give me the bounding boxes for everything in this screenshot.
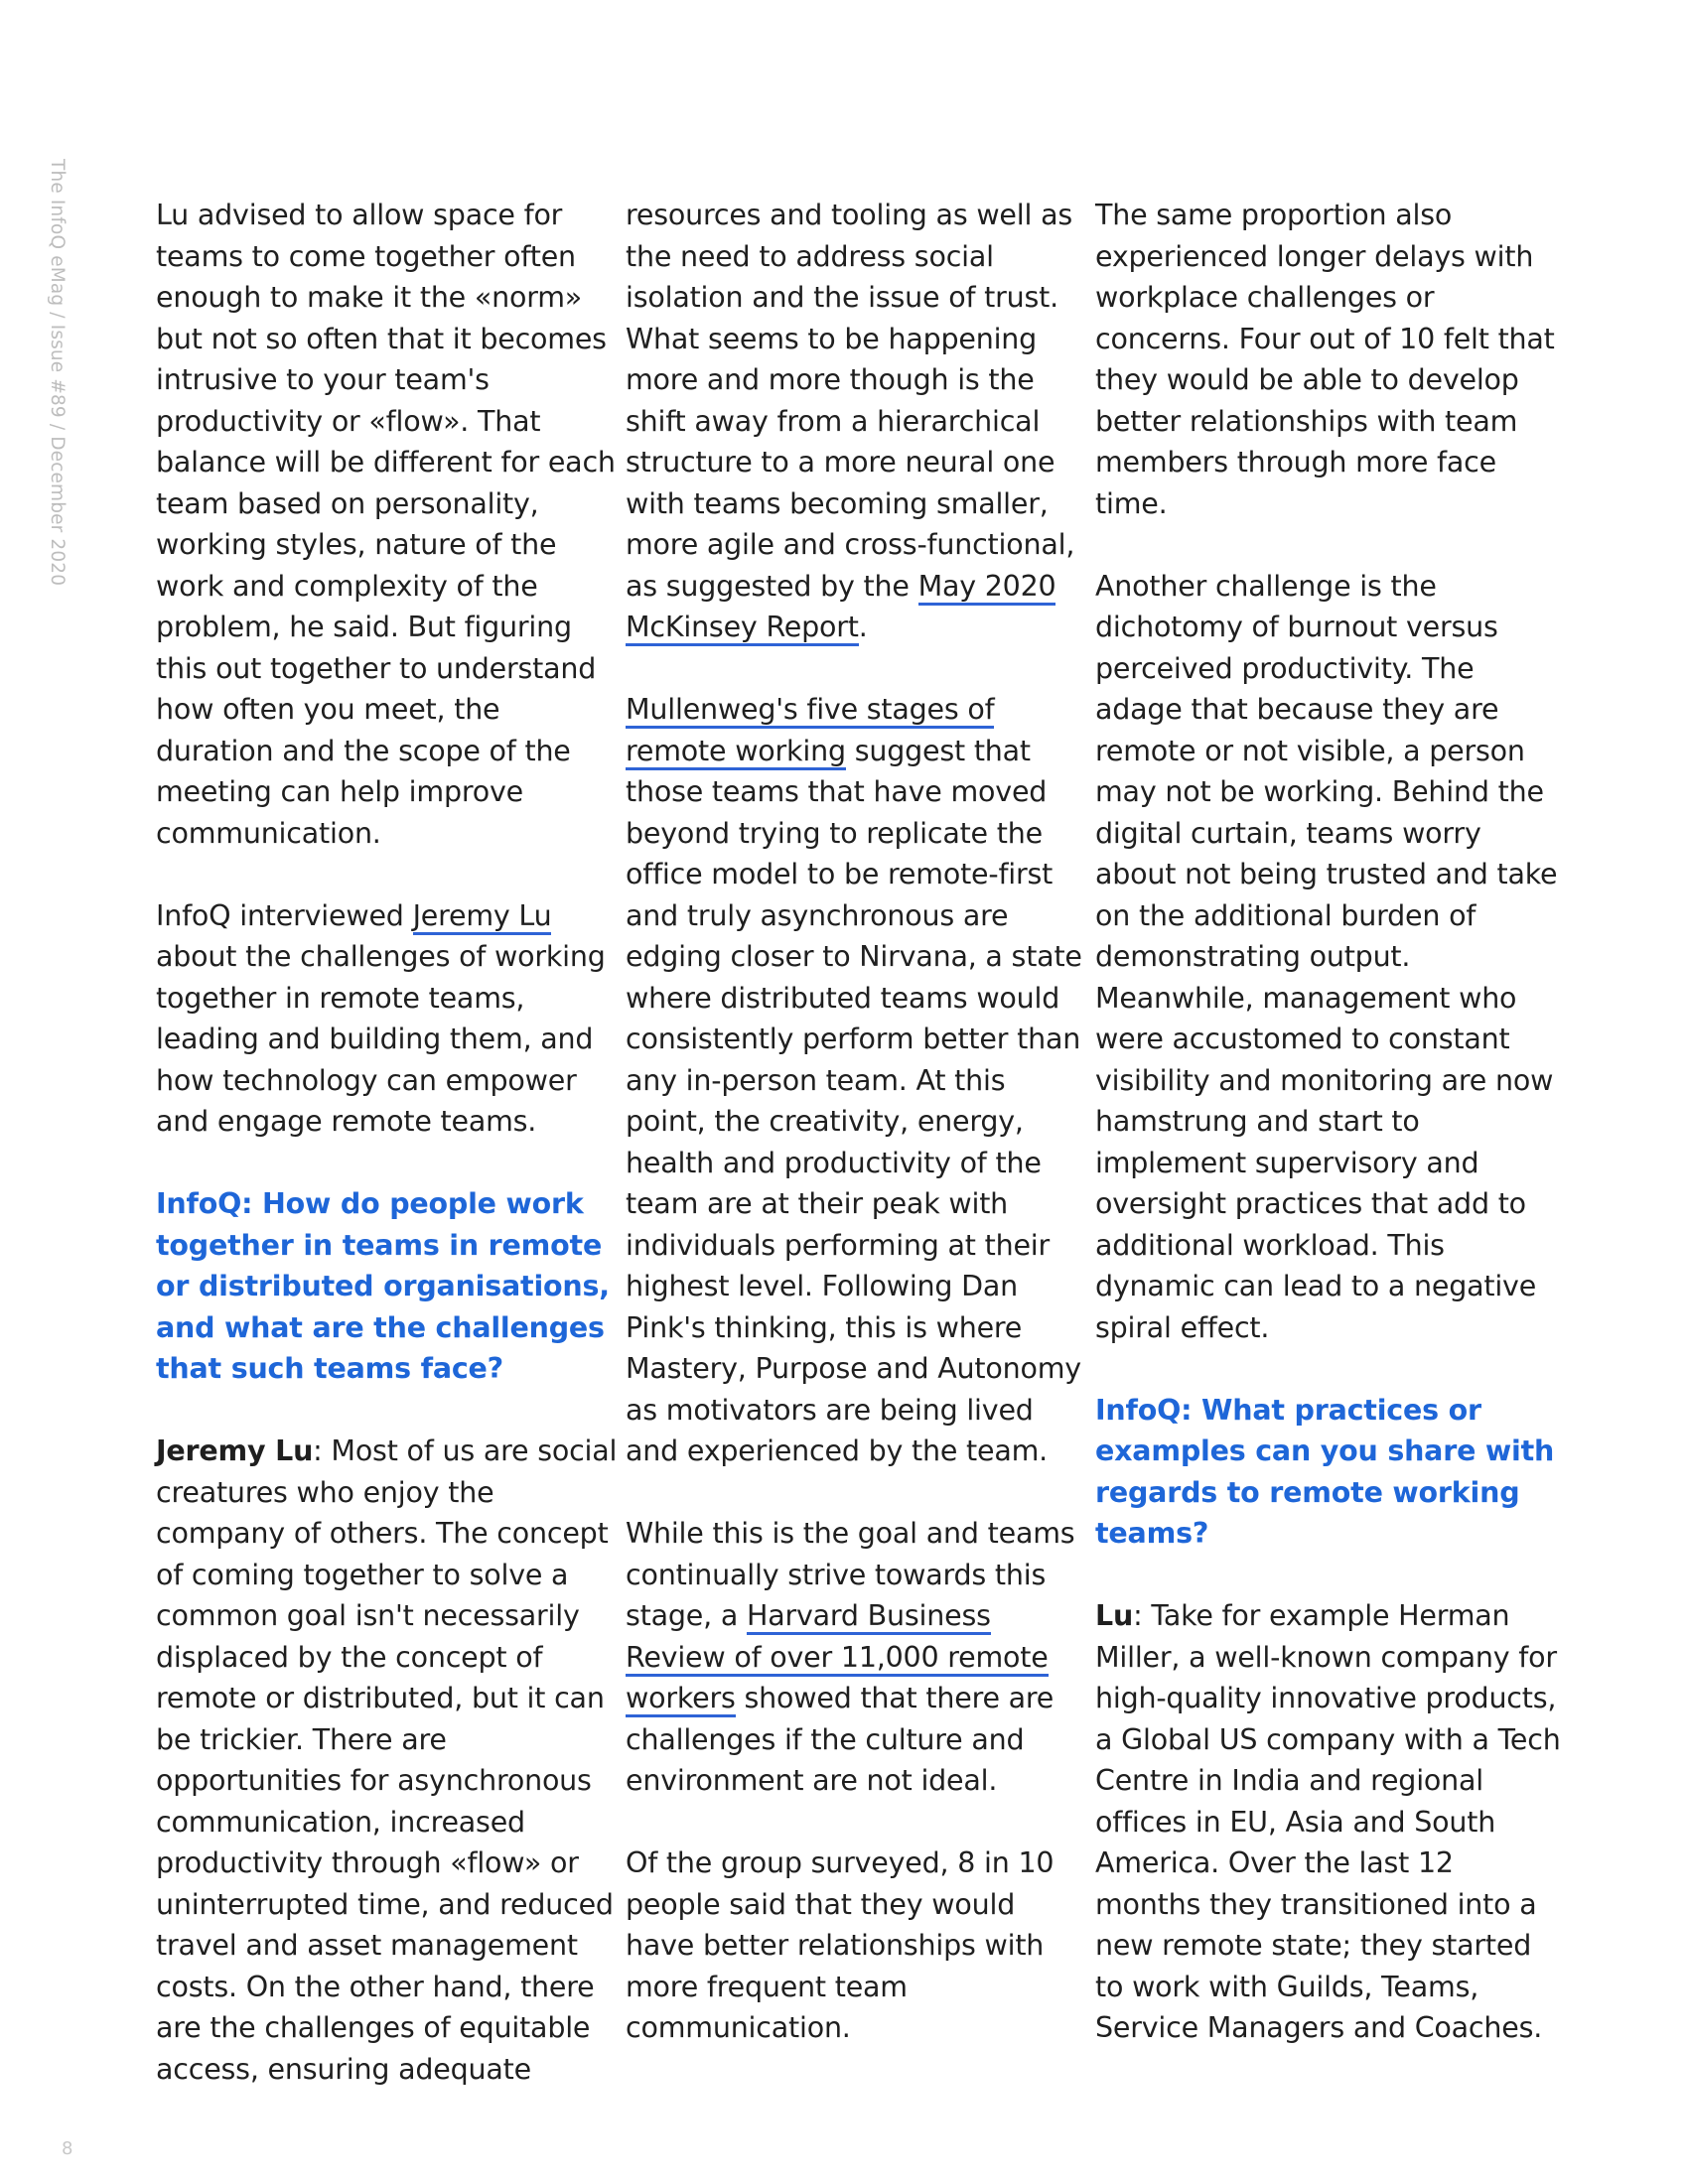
text-segment: about the challenges of working together in remote teams, leading and building them, and how technology can empower and engage remote teams. [156, 940, 606, 1138]
text-segment: showed that there are challenges if the culture and environment are not ideal. [626, 1682, 1055, 1797]
answer-paragraph-2 [1095, 1595, 1562, 2049]
question-heading-2: InfoQ: What practices or examples can you share with regards to remote working teams? [1095, 1393, 1555, 1550]
text-segment: resources and tooling as well as the need to address social isolation and the issue of trust. What seems to be happening more and more though is the shift away from a hierarchical structure to a more neural one with teams becoming smaller, more agile and cross-functional, as suggested by the [626, 199, 1075, 603]
page-number: 8 [62, 2138, 73, 2159]
paragraph-intro: Lu advised to allow space for teams to come together often enough to make it the «norm» but not so often that it becomes intrusive to your team's productivity or «flow». That balance will be different for each team based on personality, working styles, nature of the work and complexity of the problem, he said. But figuring this out together to understand how often you meet, the duration and the scope of the meeting can help improve communication. [156, 199, 616, 850]
question-heading-1: InfoQ: How do people work together in teams in remote or distributed organisations, and what are the challenges that such teams face? [156, 1187, 610, 1385]
jeremy-lu-link[interactable]: Jeremy Lu [413, 899, 552, 935]
text-segment: . [858, 611, 868, 643]
paragraph-burnout: Another challenge is the dichotomy of burnout versus perceived productivity. The adage that because they are remote or not visible, a person may not be working. Behind the digital curtain, teams worry about not being trusted and take on the additional burden of demonstrating output. Meanwhile, management who were accustomed to constant visibility and monitoring are now hamstrung and start to implement supervisory and oversight practices that add to additional workload. This dynamic can lead to a negative spiral effect. [1095, 569, 1558, 1344]
article-column-3 [1095, 195, 1562, 2049]
paragraph-proportion: The same proportion also experienced longer delays with workplace challenges or concerns. Four out of 10 felt that they would be able to develop better relationships with team members through more face time. [1095, 199, 1555, 520]
paragraph-resources [626, 195, 1082, 648]
article-column-2 [626, 195, 1082, 2049]
paragraph-survey: Of the group surveyed, 8 in 10 people said that they would have better relationships with more frequent team communication. [626, 1846, 1055, 2044]
paragraph-mullenweg [626, 689, 1082, 1472]
text-segment: While this is the goal and teams continually strive towards this stage, a [626, 1517, 1075, 1632]
text-segment: suggest that those teams that have moved beyond trying to replicate the office model to be remote-first and truly asynchronous are edging closer to Nirvana, a state where distributed teams would consistently perform better than any in-person team. At this point, the creativity, energy, health and productivity of the team are at their peak with individuals performing at their highest level. Following Dan Pink's thinking, this is where Mastery, Purpose and Autonomy as motivators are being lived and experienced by the team. [626, 734, 1082, 1467]
hbr-survey-link[interactable]: Harvard Business Review of over 11,000 remote workers [626, 1599, 1049, 1717]
speaker-name: Jeremy Lu [156, 1434, 314, 1467]
publication-line: The InfoQ eMag / Issue #89 / December 2020 [47, 159, 68, 587]
paragraph-hbr [626, 1513, 1082, 1802]
article-column-1 [156, 195, 623, 2090]
mullenweg-stages-link[interactable]: Mullenweg's five stages of remote working [626, 693, 994, 770]
answer-text: : Take for example Herman Miller, a well-known company for high-quality innovative products, a Global US company with a Tech Centre in India and regional offices in EU, Asia and South America. Over the last 12 months they transitioned into a new remote state; they started to work with Guilds, Teams, Service Managers and Coaches. [1095, 1599, 1561, 2044]
answer-text: : Most of us are social creatures who enjoy the company of others. The concept of coming together to solve a common goal isn't necessarily displaced by the concept of remote or distributed, but it can be trickier. There are opportunities for asynchronous communication, increased productivity through «flow» or uninterrupted time, and reduced travel and asset management costs. On the other hand, there are the challenges of equitable access, ensuring adequate [156, 1434, 618, 2086]
paragraph-interview [156, 895, 623, 1143]
publication-sidebar [47, 159, 79, 635]
speaker-name: Lu [1095, 1599, 1134, 1632]
answer-paragraph-1 [156, 1431, 623, 2090]
mckinsey-report-link[interactable]: May 2020 McKinsey Report [626, 570, 1055, 647]
text-segment: InfoQ interviewed [156, 898, 413, 932]
